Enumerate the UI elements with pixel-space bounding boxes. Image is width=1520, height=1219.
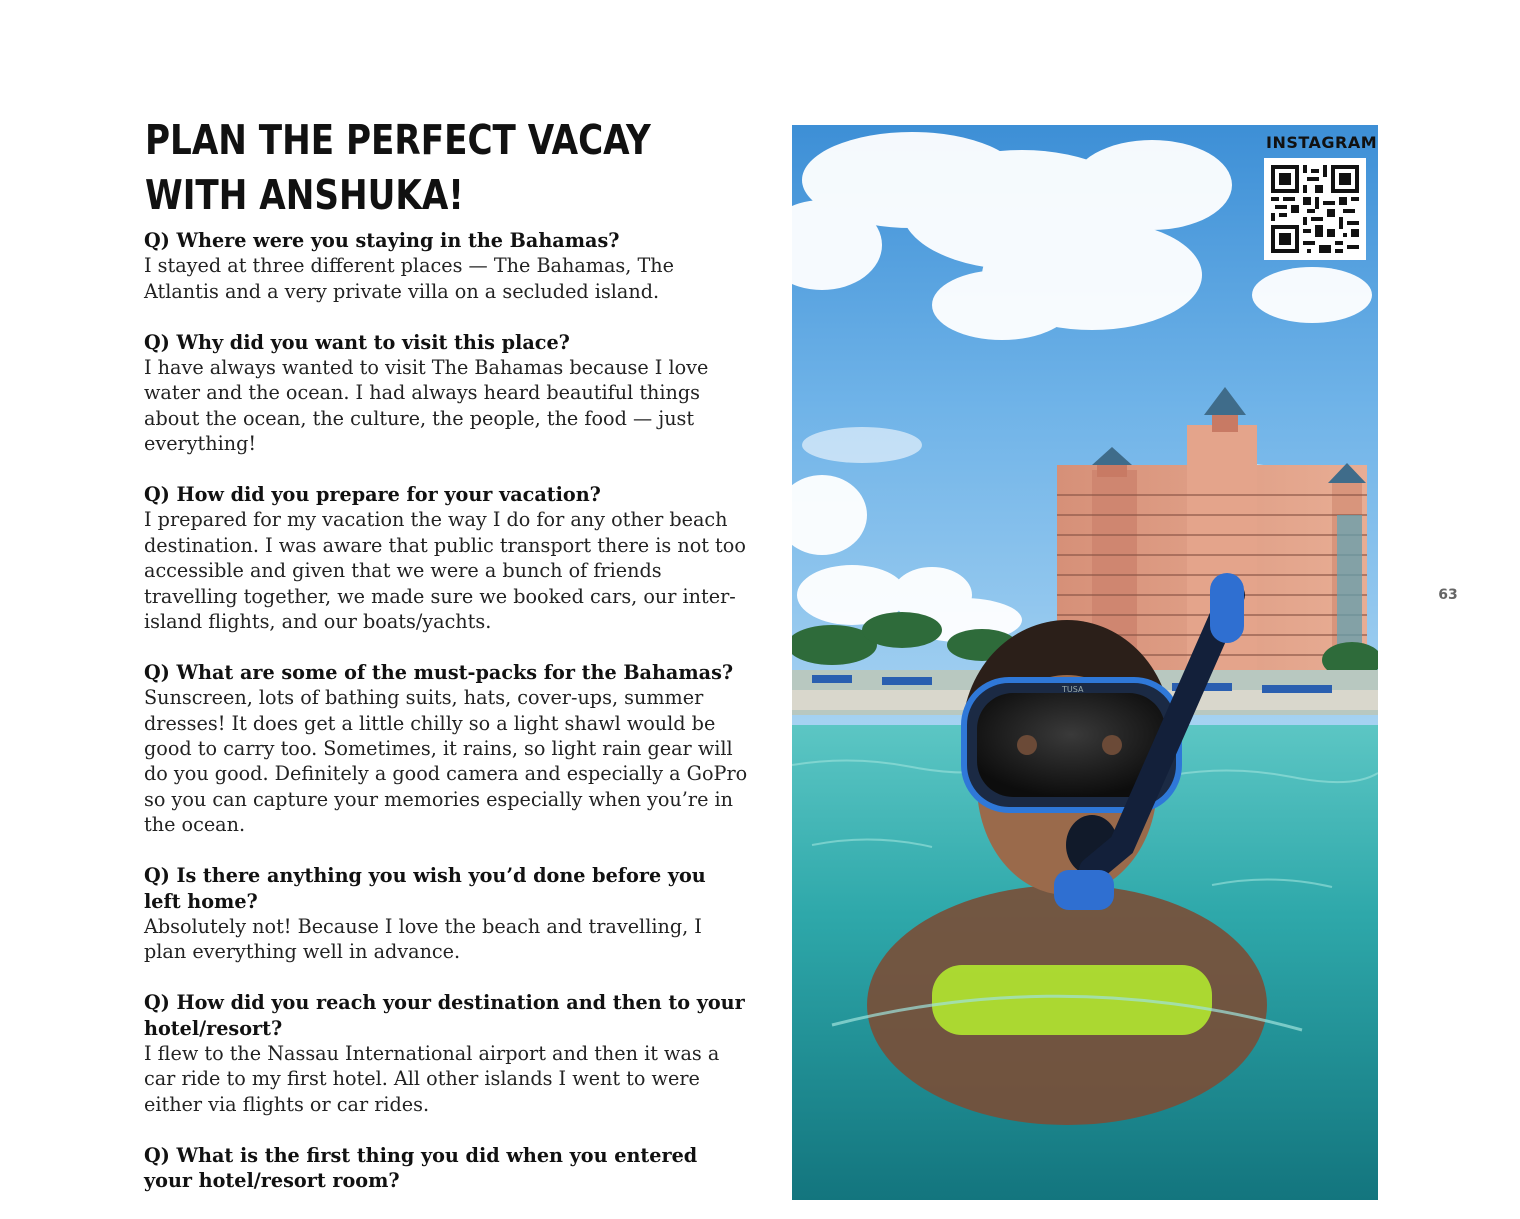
question: Q) Is there anything you wish you’d done before you left home? — [144, 864, 706, 913]
answer: Sunscreen, lots of bathing suits, hats, cover-ups, summer dresses! It does get a little chilly so a light shawl would be good to carry too. Sometimes, it rains, so light rain gear will do you good. Definitely a good camera and especially a GoPro so you can capture your memories especially when you’re in the ocean. — [144, 686, 748, 837]
qa-item — [144, 1143, 749, 1194]
mask-brand: TUSA — [1062, 685, 1084, 694]
question: Q) Where were you staying in the Bahamas? — [144, 229, 620, 252]
answer: I flew to the Nassau International airport and then it was a car ride to my first hotel. All other islands I went to were either via flights or car rides. — [144, 1041, 720, 1116]
question: Q) How did you prepare for your vacation? — [144, 483, 601, 507]
answer: I prepared for my vacation the way I do for any other beach destination. I was aware that public transport there is not too accessible and given that we were a bunch of friends travelling together, we made sure we booked cars, our inter-island flights, and our boats/yachts. — [144, 508, 746, 634]
question: Q) What are some of the must-packs for the Bahamas? — [144, 660, 734, 684]
qa-item — [144, 482, 749, 634]
question: Q) What is the first thing you did when you entered your hotel/resort room? — [144, 1143, 698, 1192]
qa-item — [144, 330, 749, 457]
answer: Absolutely not! Because I love the beach and travelling, I plan everything well in advance. — [144, 914, 702, 964]
qa-item — [144, 863, 749, 965]
article-title — [145, 113, 705, 223]
answer: I have always wanted to visit The Bahamas because I love water and the ocean. I had always heard beautiful things about the ocean, the culture, the people, the food — just everything! — [144, 356, 709, 456]
snorkel-photo — [792, 125, 1378, 1200]
qa-item — [144, 660, 749, 838]
answer: I stayed at three different places — The Bahamas, The Atlantis and a very private villa on a secluded island. — [144, 254, 674, 303]
snorkel-photo-illustration — [792, 125, 1378, 1200]
qa-item — [144, 990, 749, 1117]
question: Q) Why did you want to visit this place? — [144, 330, 570, 354]
qr-code-icon — [1271, 165, 1359, 253]
instagram-qr-code[interactable] — [1264, 158, 1366, 260]
article-title-line-2: WITH ANSHUKA! — [145, 171, 464, 219]
instagram-label: INSTAGRAM — [1266, 133, 1378, 152]
qa-list — [144, 228, 749, 1219]
question: Q) How did you reach your destination and then to your hotel/resort? — [144, 991, 745, 1040]
page-number: 63 — [1438, 587, 1458, 603]
article-title-line-1: PLAN THE PERFECT VACAY — [145, 116, 651, 164]
qa-item — [144, 228, 749, 304]
